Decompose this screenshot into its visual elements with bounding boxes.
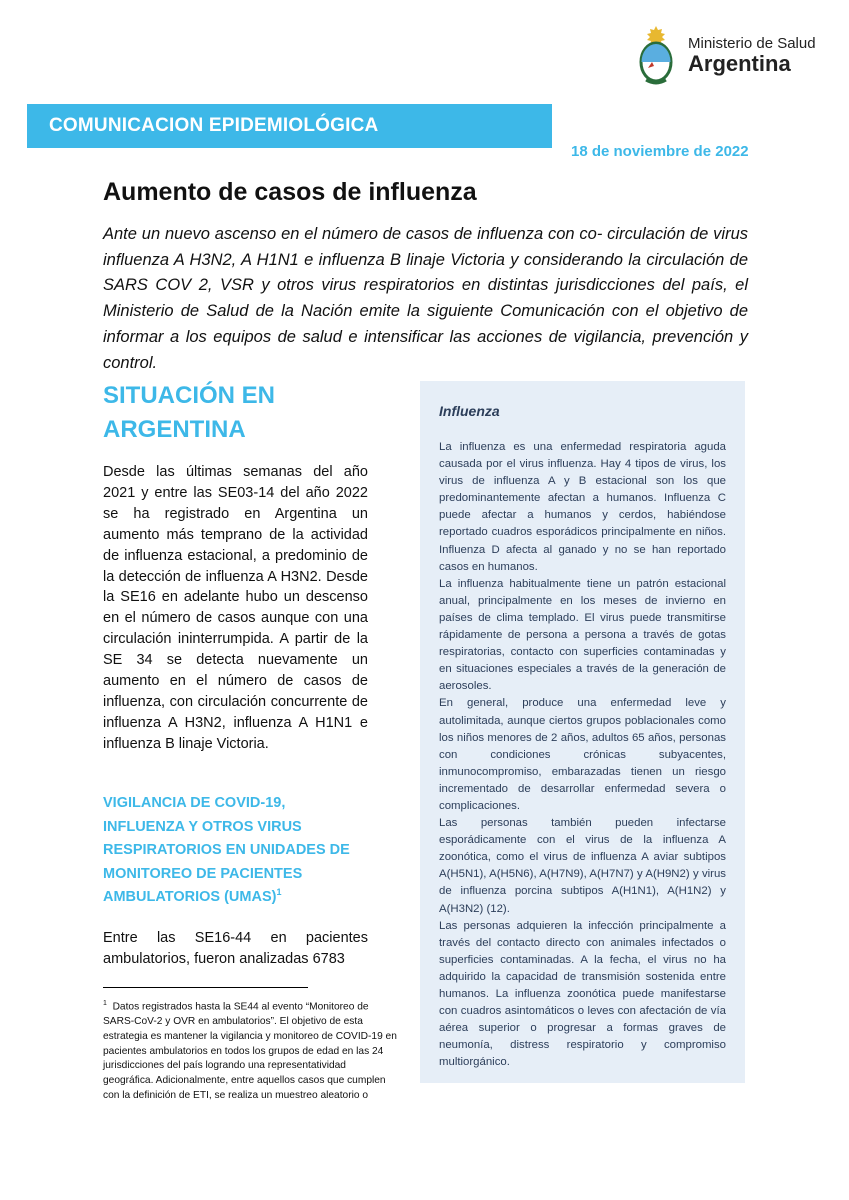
footnote-reference: 1 [276, 887, 282, 898]
sidebox-title: Influenza [439, 403, 500, 419]
coat-of-arms-icon [632, 24, 680, 88]
footnote [103, 997, 399, 1103]
surveillance-paragraph: Entre las SE16-44 en pacientes ambulatorios, fueron analizadas 6783 [103, 930, 368, 967]
country-name: Argentina [688, 51, 791, 77]
sidebox-body [439, 439, 726, 1071]
situation-heading: SITUACIÓN EN ARGENTINA [103, 382, 276, 443]
surveillance-heading [103, 792, 368, 910]
ministry-logo [632, 24, 816, 88]
footnote-text: Datos registrados hasta la SE44 al evento “Monitoreo de SARS-CoV-2 y OVR en ambulatorios”. El objetivo de esta estrategia es mantener la vigilancia y monitoreo de COVID-19 en pacientes ambulatorios en todos los grupos de edad en las 24 jurisdicciones del país logrando una representatividad geográfica. Adicionalmente, entre aquellos casos que cumplen con la definición de ETI, se realiza un muestreo aleatorio o [103, 1001, 397, 1101]
sidebox-paragraph: Las personas adquieren la infección principalmente a través del contacto directo con animales infectados o superficies contaminadas. A la fecha, el virus no ha adquirido la capacidad de transmisión sostenida entre humanos. La influenza zoonótica puede manifestarse con cuadros asintomáticos o leves con afectación de vía aérea superior o progresar a formas graves de neumonía, distress respiratorio y compromiso multiorgánico. [439, 919, 726, 1069]
influenza-sidebox [420, 381, 745, 1083]
situation-paragraph: Desde las últimas semanas del año 2021 y entre las SE03-14 del año 2022 se ha registrado en Argentina un aumento más temprano de la actividad de influenza estacional, a predominio de la detección de influenza A H3N2. Desde la SE16 en adelante hubo un descenso en el número de casos aunque con una circulación ininterrumpida. A partir de la SE 34 se detecta nuevamente un aumento en el número de casos de influenza, con circulación concurrente de influenza A H3N2, influenza A H1N1 e influenza B linaje Victoria. [103, 464, 368, 752]
communication-banner: COMUNICACION EPIDEMIOLÓGICA [27, 104, 552, 148]
footnote-mark: 1 [103, 1000, 107, 1007]
footnote-divider [103, 987, 308, 988]
intro-paragraph: Ante un nuevo ascenso en el número de casos de influenza con co- circulación de virus influenza A H3N2, A H1N1 e influenza B linaje Victoria y considerando la circulación de SARS COV 2, VSR y otros virus respiratorios en distintas jurisdicciones del país, el Ministerio de Salud de la Nación emite la siguiente Comunicación con el objetivo de informar a los equipos de salud e intensificar las acciones de vigilancia, prevención y control. [103, 225, 748, 372]
sidebox-paragraph: Las personas también pueden infectarse esporádicamente con el virus de la influenza A zoonótica, como el virus de influenza A aviar subtipos A(H5N1), A(H5N6), A(H7N9), A(H7N7) y A(H9N2) y virus de influenza porcina subtipos A(H1N1), A(H1N2) y A(H3N2) (12). [439, 817, 726, 915]
document-title: Aumento de casos de influenza [103, 178, 477, 206]
sidebox-paragraph: La influenza habitualmente tiene un patrón estacional anual, principalmente en los meses de invierno en países de clima templado. El virus puede transmitirse rápidamente de persona a persona a través de gotas respiratorias, contacto con superficies contaminadas y en situaciones especiales a través de la generación de aerosoles. [439, 577, 726, 693]
surveillance-heading-text: VIGILANCIA DE COVID-19, INFLUENZA Y OTROS VIRUS RESPIRATORIOS EN UNIDADES DE MONITOREO DE PACIENTES AMBULATORIOS (UMAS) [103, 795, 350, 905]
sidebox-paragraph: En general, produce una enfermedad leve y autolimitada, aunque ciertos grupos poblacionales como los niños menores de 2 años, adultos 65 años, personas con condiciones crónicas subyacentes, inmunocompromiso, embarazadas tienen un riesgo incrementado de desarrollar enfermedad severa o complicaciones. [439, 697, 726, 812]
publication-date: 18 de noviembre de 2022 [571, 143, 749, 160]
ministry-name: Ministerio de Salud [688, 34, 816, 52]
sidebox-paragraph: La influenza es una enfermedad respiratoria aguda causada por el virus influenza. Hay 4 tipos de virus, los virus de influenza A y B estacional son los que predominantemente afectan a humanos. Influenza C puede afectar a humanos y cerdos, habiéndose reportado cuadros esporádicos principalmente en niños. Influenza D afecta al ganado y no se han reportado casos en humanos. [439, 441, 726, 573]
